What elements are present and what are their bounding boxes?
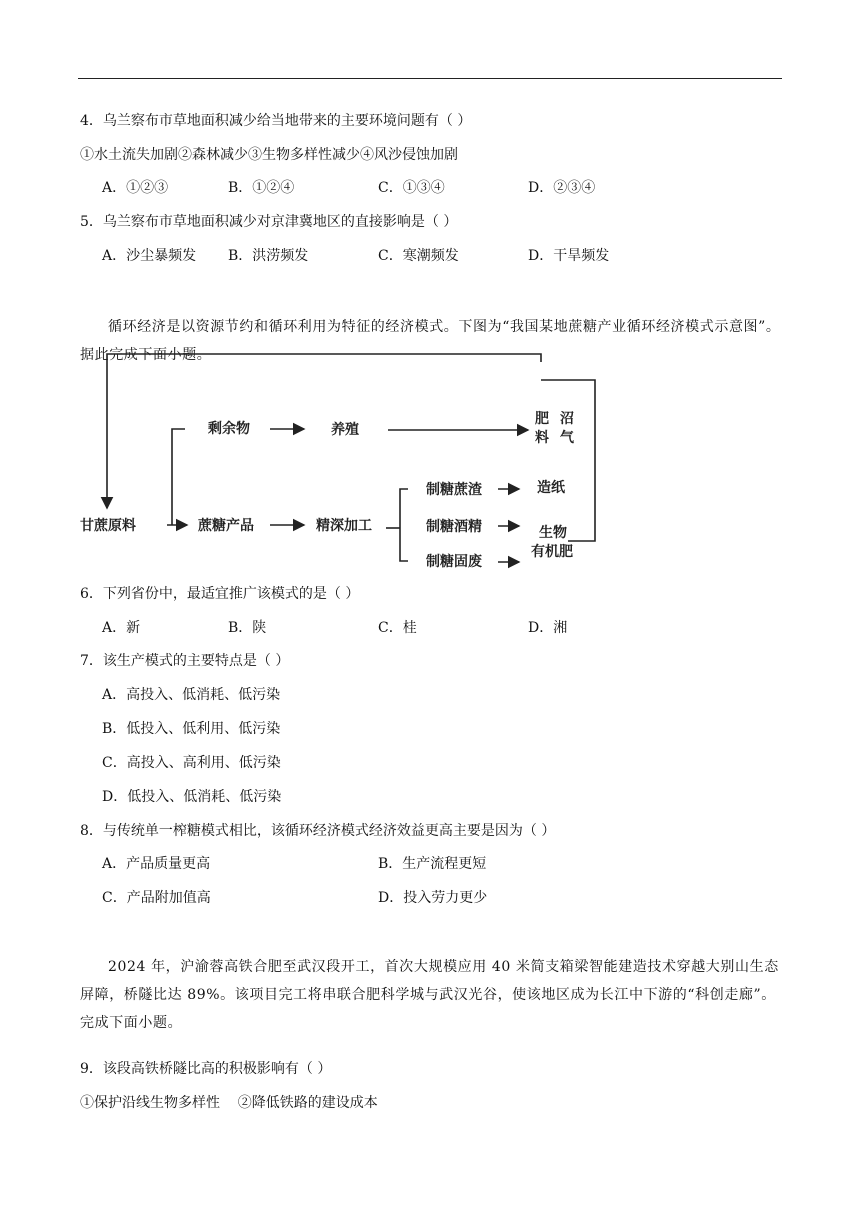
node-raw: 甘蔗原料: [80, 518, 136, 534]
q6-option-a: A．新: [102, 620, 141, 636]
q5-stem: 5．乌兰察布市草地面积减少对京津冀地区的直接影响是（ ）: [80, 214, 458, 230]
q7-option-b: B．低投入、低利用、低污染: [102, 721, 281, 737]
node-surplus: 剩余物: [208, 421, 250, 437]
q6-option-b: B．陕: [228, 620, 267, 636]
raw-to-surplus-line: [172, 429, 185, 525]
q8-option-c: C．产品附加值高: [102, 890, 211, 906]
q9-items: ①保护沿线生物多样性 ②降低铁路的建设成本: [80, 1095, 378, 1111]
header-rule: [78, 78, 782, 79]
node-residue: 制糖蔗渣: [426, 482, 482, 498]
q7-option-d: D．低投入、低消耗、低污染: [102, 789, 282, 805]
node-breeding: 养殖: [331, 422, 359, 438]
q9-stem: 9．该段高铁桥隧比高的积极影响有（ ）: [80, 1061, 332, 1077]
node-alcohol: 制糖酒精: [426, 519, 482, 535]
passage-sugar-cycle: 循环经济是以资源节约和循环利用为特征的经济模式。下图为“我国某地蔗糖产业循环经济模式示意图”。据此完成下面小题。: [80, 319, 781, 363]
node-solid: 制糖固废: [426, 554, 482, 570]
passage-railway: 2024 年，沪渝蓉高铁合肥至武汉段开工，首次大规模应用 40 米简支箱梁智能建造技术穿越大别山生态屏障，桥隧比达 89%。该项目完工将串联合肥科学城与武汉光谷，使该地区成为长江中下游的“科创走廊”。完成下面小题。: [80, 959, 779, 1031]
node-fertilizer: 肥 料: [535, 411, 549, 446]
q4-option-d: D．②③④: [528, 180, 596, 196]
q7-stem: 7．该生产模式的主要特点是（ ）: [80, 653, 290, 669]
q5-option-b: B．洪涝频发: [228, 248, 309, 264]
node-deep: 精深加工: [316, 518, 372, 534]
q8-option-d: D．投入劳力更少: [378, 890, 488, 906]
node-paper: 造纸: [537, 480, 565, 496]
fertilizer-return-line: [541, 380, 595, 541]
node-product: 蔗糖产品: [198, 518, 254, 534]
branch-bracket: [400, 489, 408, 561]
q5-option-c: C．寒潮频发: [378, 248, 459, 264]
q4-items: ①水土流失加剧②森林减少③生物多样性减少④风沙侵蚀加剧: [80, 147, 458, 163]
node-bio-line2: 有机肥: [531, 544, 573, 560]
q6-option-c: C．桂: [378, 620, 417, 636]
node-biogas: 沼 气: [560, 411, 574, 446]
q6-stem: 6．下列省份中，最适宜推广该模式的是（ ）: [80, 586, 360, 602]
q8-stem: 8．与传统单一榨糖模式相比，该循环经济模式经济效益更高主要是因为（ ）: [80, 823, 556, 839]
q5-option-d: D．干旱频发: [528, 248, 610, 264]
q4-stem: 4．乌兰察布市草地面积减少给当地带来的主要环境问题有（ ）: [80, 113, 472, 129]
q6-option-d: D．湘: [528, 620, 568, 636]
q5-option-a: A．沙尘暴频发: [102, 248, 197, 264]
q8-option-a: A．产品质量更高: [102, 856, 211, 872]
q8-option-b: B．生产流程更短: [378, 856, 487, 872]
q4-option-b: B．①②④: [228, 180, 295, 196]
q4-option-c: C．①③④: [378, 180, 445, 196]
q4-option-a: A．①②③: [102, 180, 169, 196]
sugar-cycle-diagram: [70, 350, 610, 580]
node-bio-line1: 生物: [539, 525, 567, 541]
q7-option-c: C．高投入、高利用、低污染: [102, 755, 281, 771]
q7-option-a: A．高投入、低消耗、低污染: [102, 687, 281, 703]
